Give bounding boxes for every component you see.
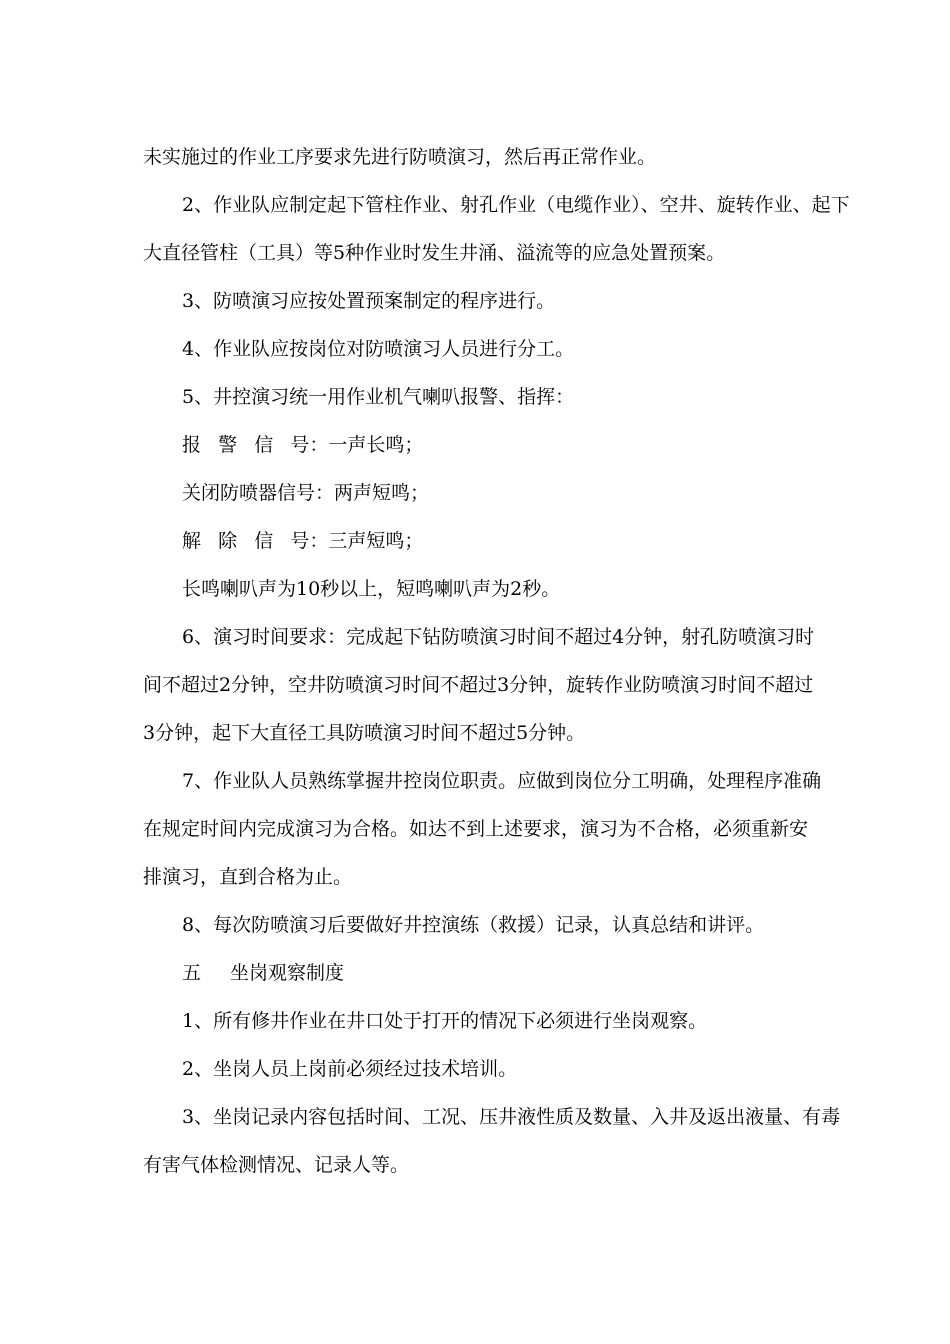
paragraph-line: 在规定时间内完成演习为合格。如达不到上述要求，演习为不合格，必须重新安 [143, 818, 809, 840]
signal-label: 解除信号 [182, 530, 327, 552]
paragraph-line: 8、每次防喷演习后要做好井控演练（救援）记录，认真总结和讲评。 [182, 914, 765, 936]
paragraph-line: 间不超过2分钟，空井防喷演习时间不超过3分钟，旋转作业防喷演习时间不超过 [143, 674, 814, 696]
paragraph-line: 6、演习时间要求：完成起下钻防喷演习时间不超过4分钟，射孔防喷演习时 [182, 626, 815, 648]
paragraph-line: 5、井控演习统一用作业机气喇叭报警、指挥： [182, 386, 575, 408]
signal-value: ：三声短鸣； [309, 530, 424, 552]
paragraph-line: 4、作业队应按岗位对防喷演习人员进行分工。 [182, 338, 575, 360]
signal-value: ：一声长鸣； [309, 434, 424, 456]
section-title: 坐岗观察制度 [230, 962, 345, 984]
paragraph-line: 2、作业队应制定起下管柱作业、射孔作业（电缆作业）、空井、旋转作业、起下 [182, 194, 850, 216]
paragraph-line: 3、坐岗记录内容包括时间、工况、压井液性质及数量、入井及返出液量、有毒 [182, 1106, 841, 1128]
paragraph-line: 1、所有修井作业在井口处于打开的情况下必须进行坐岗观察。 [182, 1010, 708, 1032]
signal-label: 报警信号 [182, 434, 327, 456]
paragraph-line: 大直径管柱（工具）等5种作业时发生井涌、溢流等的应急处置预案。 [143, 242, 726, 264]
paragraph-line: 有害气体检测情况、记录人等。 [143, 1154, 410, 1176]
signal-release-line [182, 528, 950, 554]
section-heading [182, 960, 950, 986]
paragraph-line: 3分钟，起下大直径工具防喷演习时间不超过5分钟。 [143, 722, 586, 744]
paragraph-line: 未实施过的作业工序要求先进行防喷演习，然后再正常作业。 [143, 146, 657, 168]
paragraph-line: 3、防喷演习应按处置预案制定的程序进行。 [182, 290, 556, 312]
paragraph-line: 长鸣喇叭声为10秒以上，短鸣喇叭声为2秒。 [182, 578, 561, 600]
paragraph-line: 2、坐岗人员上岗前必须经过技术培训。 [182, 1058, 518, 1080]
signal-close-line: 关闭防喷器信号：两声短鸣； [182, 482, 430, 504]
section-number: 五 [182, 962, 202, 984]
paragraph-line: 排演习，直到合格为止。 [143, 866, 353, 888]
paragraph-line: 7、作业队人员熟练掌握井控岗位职责。应做到岗位分工明确，处理程序准确 [182, 770, 822, 792]
signal-alarm-line [182, 432, 950, 458]
